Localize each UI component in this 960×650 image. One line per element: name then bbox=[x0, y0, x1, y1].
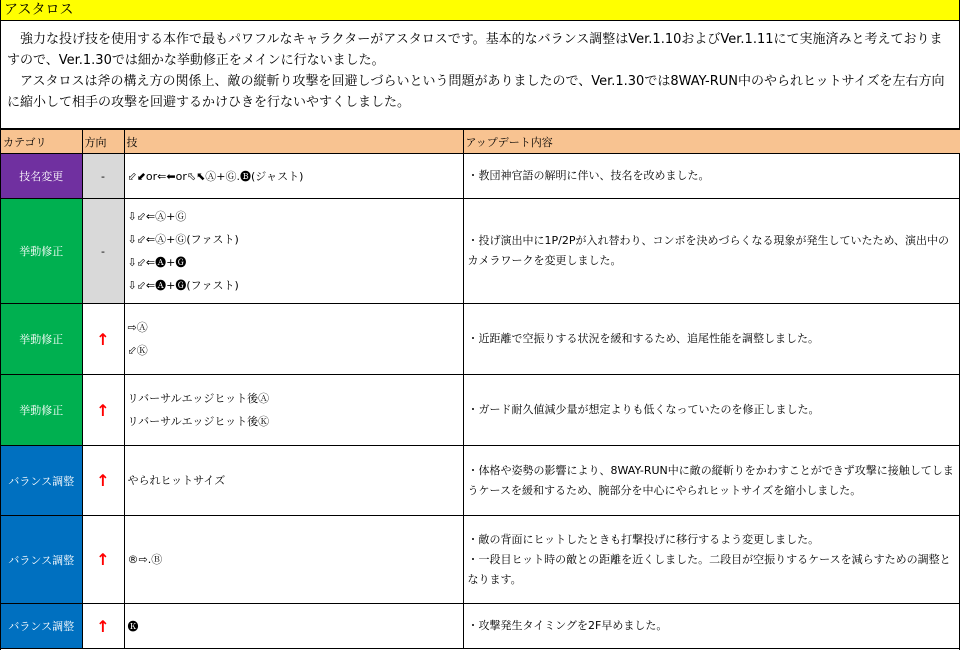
move-command: ⇩⬃⇐🅐+🅖(ファスト) bbox=[127, 279, 239, 292]
category-cell: バランス調整 bbox=[1, 516, 82, 604]
header-direction: 方向 bbox=[82, 130, 124, 154]
category-cell: バランス調整 bbox=[1, 604, 82, 649]
direction-cell bbox=[82, 304, 124, 375]
header-move: 技 bbox=[124, 130, 463, 154]
move-command: ⬃Ⓚ bbox=[127, 344, 148, 357]
update-text: ・攻撃発生タイミングを2F早めました。 bbox=[467, 619, 668, 632]
move-cell bbox=[124, 604, 463, 649]
direction-cell bbox=[82, 375, 124, 446]
move-command: リバーサルエッジヒット後Ⓚ bbox=[127, 415, 270, 428]
move-command: ⇩⬃⇐Ⓐ+Ⓖ(ファスト) bbox=[127, 233, 239, 246]
header-category: カテゴリ bbox=[1, 130, 82, 154]
move-command: ⇩⬃⇐🅐+🅖 bbox=[127, 256, 187, 269]
update-table bbox=[1, 129, 960, 649]
header-update: アップデート内容 bbox=[463, 130, 960, 154]
move-cell bbox=[124, 516, 463, 604]
update-text: ・体格や姿勢の影響により、8WAY-RUN中に敵の縦斬りをかわすことができず攻撃に接触してしまうケースを緩和するため、腕部分を中心にやられヒットサイズを縮小しました。 bbox=[467, 463, 954, 497]
direction-cell bbox=[82, 516, 124, 604]
table-header-row bbox=[1, 130, 960, 154]
update-cell bbox=[463, 604, 960, 649]
move-command: ®⇨.Ⓑ bbox=[127, 553, 163, 566]
update-cell bbox=[463, 375, 960, 446]
up-arrow-icon: ↑ bbox=[96, 471, 110, 490]
direction-cell bbox=[82, 446, 124, 516]
update-text: ・ガード耐久値減少量が想定よりも低くなっていたのを修正しました。 bbox=[467, 403, 820, 416]
category-cell: 挙動修正 bbox=[1, 304, 82, 375]
move-command: リバーサルエッジヒット後Ⓐ bbox=[127, 392, 270, 405]
move-command: ⇨Ⓐ bbox=[127, 321, 148, 334]
move-command: 🅚 bbox=[127, 619, 139, 633]
update-text: ・敵の背面にヒットしたときも打撃投げに移行するよう変更しました。 bbox=[467, 532, 820, 546]
update-text: ・一段目ヒット時の敵との距離を近くしました。二段目が空振りするケースを減らすための調整となります。 bbox=[467, 552, 951, 586]
update-cell bbox=[463, 199, 960, 304]
category-cell: バランス調整 bbox=[1, 446, 82, 516]
update-cell bbox=[463, 154, 960, 199]
up-arrow-icon: ↑ bbox=[96, 329, 110, 349]
character-title: アスタロス bbox=[1, 0, 959, 21]
table-row bbox=[1, 199, 960, 304]
update-text: ・投げ演出中に1P/2Pが入れ替わり、コンボを決めづらくなる現象が発生していたため、演出中のカメラワークを変更しました。 bbox=[467, 234, 950, 267]
move-cell bbox=[124, 154, 463, 199]
intro-paragraph-1: 強力な投げ技を使用する本作で最もパワフルなキャラクターがアスタロスです。基本的なバランス調整はVer.1.10およびVer.1.11にて実施済みと考えておりますので、Ver.1.30では細かな挙動修正をメインに行ないました。 bbox=[7, 32, 943, 68]
update-cell bbox=[463, 446, 960, 516]
direction-cell: - bbox=[82, 154, 124, 199]
table-row bbox=[1, 516, 960, 604]
move-cell bbox=[124, 199, 463, 304]
direction-cell: - bbox=[82, 199, 124, 304]
table-row bbox=[1, 154, 960, 199]
update-cell bbox=[463, 304, 960, 375]
table-row bbox=[1, 604, 960, 649]
move-command: ⬃⬋or⇐⬅or⬁⬉Ⓐ+Ⓖ.🅑(ジャスト) bbox=[127, 169, 304, 183]
category-cell: 挙動修正 bbox=[1, 199, 82, 304]
table-row bbox=[1, 304, 960, 375]
direction-cell bbox=[82, 604, 124, 649]
move-cell bbox=[124, 304, 463, 375]
update-cell bbox=[463, 516, 960, 604]
intro-paragraph-2: アスタロスは斧の構え方の関係上、敵の縦斬り攻撃を回避しづらいという問題がありましたので、Ver.1.30では8WAY-RUN中のやられヒットサイズを左右方向に縮小して相手の攻撃を回避するかけひきを行ないやすくしました。 bbox=[7, 74, 945, 110]
update-text: ・近距離で空振りする状況を緩和するため、追尾性能を調整しました。 bbox=[467, 332, 820, 345]
table-row bbox=[1, 375, 960, 446]
update-text: ・教団神官語の解明に伴い、技名を改めました。 bbox=[467, 169, 710, 182]
up-arrow-icon: ↑ bbox=[96, 400, 110, 420]
table-row bbox=[1, 446, 960, 516]
up-arrow-icon: ↑ bbox=[96, 550, 110, 569]
move-command: やられヒットサイズ bbox=[127, 474, 226, 487]
intro-text bbox=[1, 21, 959, 129]
move-cell bbox=[124, 446, 463, 516]
move-cell bbox=[124, 375, 463, 446]
category-cell: 挙動修正 bbox=[1, 375, 82, 446]
category-cell: 技名変更 bbox=[1, 154, 82, 199]
up-arrow-icon: ↑ bbox=[96, 616, 110, 636]
move-command: ⇩⬃⇐Ⓐ+Ⓖ bbox=[127, 210, 187, 223]
